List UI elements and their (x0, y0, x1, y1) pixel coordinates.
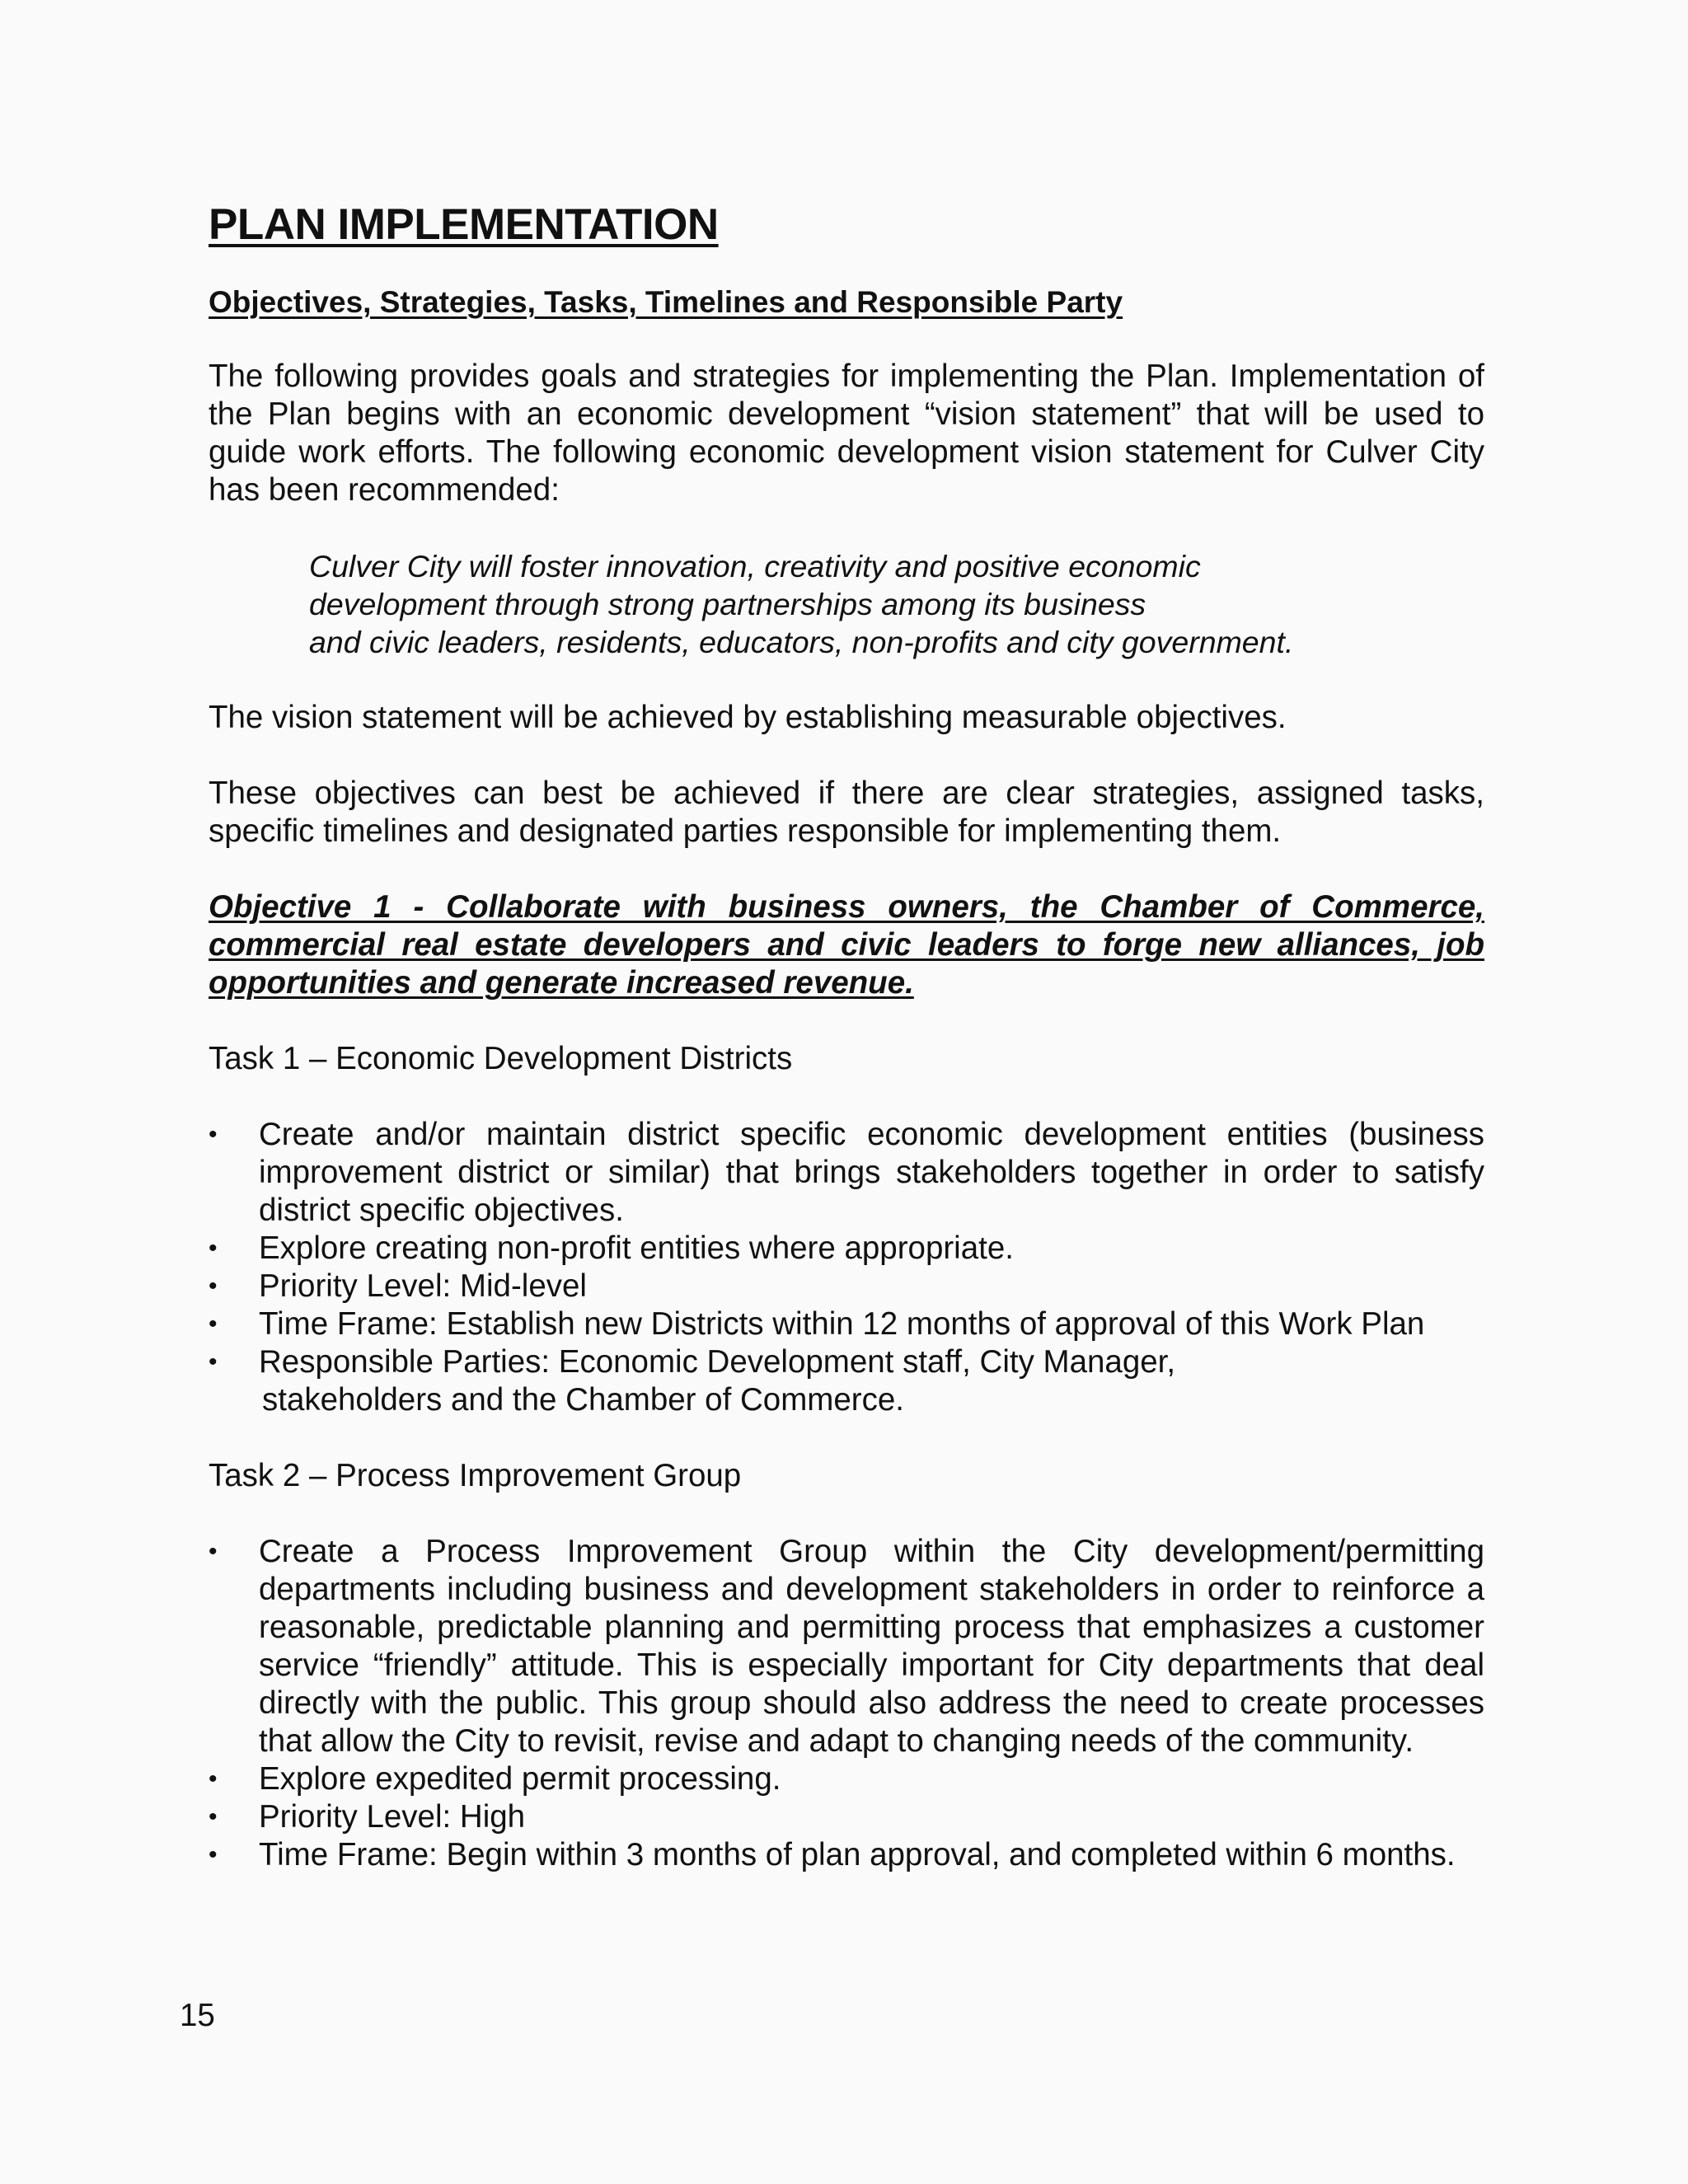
bullet-icon: • (209, 1841, 218, 1868)
document-page (209, 198, 1484, 1874)
task-1-bullet-2-text: Explore creating non-profit entities where appropriate. (259, 1230, 1014, 1266)
page-number: 15 (180, 1998, 215, 2033)
vision-statement (309, 547, 1484, 661)
objective-1-heading: Objective 1 - Collaborate with business owners, the Chamber of Commerce, commercial real estate developers and civic leaders to forge new alliances, job opportunities and generate increased revenue. (209, 889, 1484, 1001)
task-1-bullet-3-text: Priority Level: Mid-level (259, 1268, 587, 1304)
task-1-bullet-5-line-1: Responsible Parties: Economic Development staff, City Manager, (259, 1344, 1176, 1380)
task-1-bullet-list (209, 1116, 1484, 1419)
vision-line-1: Culver City will foster innovation, creativity and positive economic (309, 549, 1201, 583)
task-2-bullet-3-text: Priority Level: High (259, 1799, 526, 1835)
task-2-bullet-4-text: Time Frame: Begin within 3 months of plan approval, and completed within 6 months. (259, 1837, 1456, 1872)
bullet-icon: • (209, 1538, 218, 1565)
vision-line-3: and civic leaders, residents, educators, non-profits and city government. (309, 625, 1294, 659)
list-item (209, 1230, 1484, 1268)
bullet-icon: • (209, 1310, 218, 1338)
bullet-icon: • (209, 1348, 218, 1376)
section-subtitle: Objectives, Strategies, Tasks, Timelines and Responsible Party (209, 285, 1123, 319)
list-item (209, 1836, 1484, 1874)
bullet-icon: • (209, 1765, 218, 1793)
bullet-icon: • (209, 1121, 218, 1148)
bullet-icon: • (209, 1235, 218, 1262)
list-item (209, 1268, 1484, 1305)
task-1-bullet-5-line-2: stakeholders and the Chamber of Commerce. (262, 1382, 904, 1418)
task-1-bullet-4-text: Time Frame: Establish new Districts within 12 months of approval of this Work Plan (259, 1306, 1425, 1342)
task-1-title: Task 1 – Economic Development Districts (209, 1041, 793, 1076)
list-item (209, 1305, 1484, 1343)
task-1-bullet-1-text: Create and/or maintain district specific economic development entities (business improvement district or similar) that brings stakeholders together in order to satisfy district specific objectives. (259, 1117, 1484, 1228)
list-item (209, 1533, 1484, 1760)
intro-paragraph: The following provides goals and strategies for implementing the Plan. Implementation of the Plan begins with an economic development “vision statement” that will be used to guide work efforts. The following economic development vision statement for Culver City has been recommended: (209, 359, 1484, 508)
vision-line-2: development through strong partnerships among its business (309, 587, 1146, 621)
task-2-bullet-2-text: Explore expedited permit processing. (259, 1761, 781, 1797)
task-2-title: Task 2 – Process Improvement Group (209, 1458, 742, 1493)
task-2-bullet-1-text: Create a Process Improvement Group within the City development/permitting departments including business and development stakeholders in order to reinforce a reasonable, predictable planning and permitting process that emphasizes a customer service “friendly” attitude. This is especially important for City departments that deal directly with the public. This group should also address the need to create processes that allow the City to revisit, revise and adapt to changing needs of the community. (259, 1534, 1484, 1759)
list-item (209, 1760, 1484, 1798)
objectives-paragraph: These objectives can best be achieved if there are clear strategies, assigned tasks, specific timelines and designated parties responsible for implementing them. (209, 776, 1484, 849)
bullet-icon: • (209, 1803, 218, 1830)
bullet-icon: • (209, 1272, 218, 1300)
list-item (209, 1343, 1484, 1419)
page-title: PLAN IMPLEMENTATION (209, 200, 719, 249)
list-item (209, 1116, 1484, 1230)
task-2-bullet-list (209, 1533, 1484, 1874)
vision-achieve-paragraph: The vision statement will be achieved by establishing measurable objectives. (209, 700, 1287, 735)
list-item (209, 1798, 1484, 1836)
